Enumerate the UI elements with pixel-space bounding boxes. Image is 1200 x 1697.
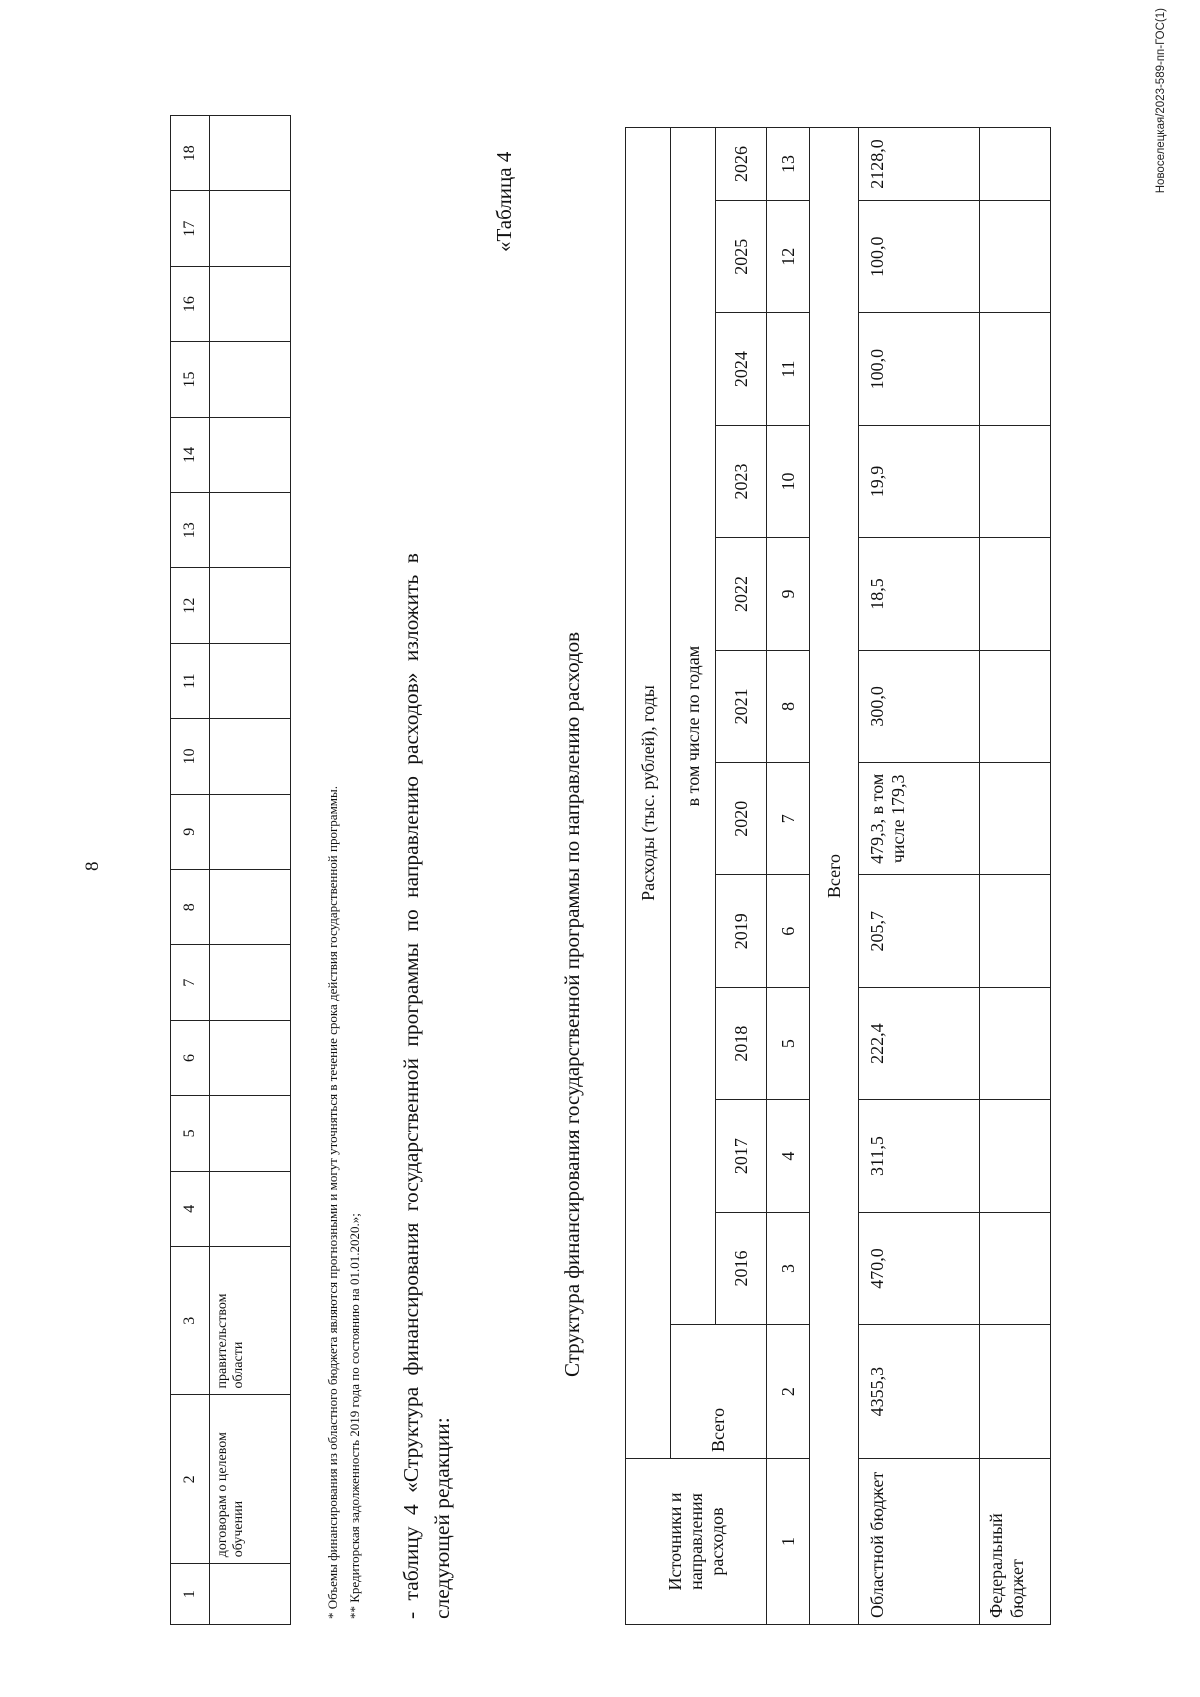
table-cell xyxy=(210,945,291,1020)
col-number: 2 xyxy=(171,1395,210,1564)
value-cell xyxy=(980,875,1051,987)
year-cell: 2026 xyxy=(716,128,767,201)
financing-structure-table xyxy=(625,127,1051,1625)
section-row xyxy=(810,128,859,1625)
value-cell xyxy=(980,763,1051,875)
col-number: 1 xyxy=(171,1564,210,1625)
col-number: 11 xyxy=(767,313,810,425)
table-cell xyxy=(210,116,291,191)
paragraph-line: следующей редакции: xyxy=(430,1417,455,1619)
footnotes xyxy=(322,786,366,1619)
year-cell: 2024 xyxy=(716,313,767,425)
value-cell: 2128,0 xyxy=(859,128,980,201)
col-number: 7 xyxy=(171,945,210,1020)
column-number-row xyxy=(767,128,810,1625)
col-number: 12 xyxy=(767,200,810,312)
header-expenses: Расходы (тыс. рублей), годы xyxy=(626,128,671,1459)
header-sources: Источники и направления расходов xyxy=(626,1459,767,1625)
value-cell: 300,0 xyxy=(859,650,980,762)
value-cell: 311,5 xyxy=(859,1100,980,1212)
col-number: 3 xyxy=(171,1246,210,1395)
col-number: 17 xyxy=(171,191,210,266)
col-number: 15 xyxy=(171,342,210,417)
col-number: 8 xyxy=(171,869,210,944)
column-number-row xyxy=(171,116,210,1625)
table-reference: «Таблица 4 xyxy=(492,151,516,252)
value-cell: 100,0 xyxy=(859,313,980,425)
table-cell: правительством области xyxy=(210,1246,291,1395)
col-number: 10 xyxy=(767,425,810,537)
table-cell xyxy=(210,493,291,568)
value-cell xyxy=(980,1325,1051,1459)
col-number: 5 xyxy=(767,987,810,1099)
col-number: 12 xyxy=(171,568,210,643)
col-number: 14 xyxy=(171,417,210,492)
row-total: 4355,3 xyxy=(859,1325,980,1459)
col-number: 3 xyxy=(767,1212,810,1324)
year-cell: 2021 xyxy=(716,650,767,762)
footnote-2: ** Кредиторская задолженность 2019 года по состоянию на 01.01.2020.»; xyxy=(347,1213,363,1619)
col-number: 13 xyxy=(767,128,810,201)
table-cell xyxy=(210,568,291,643)
year-cell: 2016 xyxy=(716,1212,767,1324)
year-cell: 2025 xyxy=(716,200,767,312)
value-cell: 222,4 xyxy=(859,987,980,1099)
table-row xyxy=(210,116,291,1625)
year-cell: 2022 xyxy=(716,538,767,650)
value-cell xyxy=(980,987,1051,1099)
table-cell xyxy=(210,869,291,944)
header-row xyxy=(626,128,671,1625)
table-cell xyxy=(210,1096,291,1171)
table-cell: договорам о целевом обучении xyxy=(210,1395,291,1564)
table-row-federal-budget xyxy=(980,128,1051,1625)
col-number: 13 xyxy=(171,493,210,568)
col-number: 1 xyxy=(767,1459,810,1625)
header-total: Всего xyxy=(671,1325,767,1459)
paragraph-line: - таблицу 4 «Структура финансирования государственной программы по направлению расходов» изложить в xyxy=(399,553,423,1619)
col-number: 8 xyxy=(767,650,810,762)
amendment-paragraph xyxy=(396,249,458,1619)
year-cell: 2017 xyxy=(716,1100,767,1212)
value-cell xyxy=(980,425,1051,537)
col-number: 5 xyxy=(171,1096,210,1171)
col-number: 6 xyxy=(171,1020,210,1095)
value-cell: 19,9 xyxy=(859,425,980,537)
page-number: 8 xyxy=(82,861,103,871)
value-cell xyxy=(980,650,1051,762)
col-number: 9 xyxy=(171,794,210,869)
table-cell xyxy=(210,1020,291,1095)
col-number: 6 xyxy=(767,875,810,987)
value-cell: 205,7 xyxy=(859,875,980,987)
year-cell: 2018 xyxy=(716,987,767,1099)
table-cell xyxy=(210,417,291,492)
table-cell xyxy=(210,1171,291,1246)
table-cell xyxy=(210,719,291,794)
value-cell: 470,0 xyxy=(859,1212,980,1324)
value-cell: 18,5 xyxy=(859,538,980,650)
value-cell: 479,3, в том числе 179,3 xyxy=(859,763,980,875)
header-row xyxy=(671,128,716,1625)
row-label: Областной бюджет xyxy=(859,1459,980,1625)
col-number: 10 xyxy=(171,719,210,794)
col-number: 4 xyxy=(171,1171,210,1246)
value-cell xyxy=(980,313,1051,425)
header-by-years: в том числе по годам xyxy=(671,128,716,1325)
table-row-regional-budget xyxy=(859,128,980,1625)
section-total-label: Всего xyxy=(810,128,859,1625)
value-cell xyxy=(980,128,1051,201)
col-number: 2 xyxy=(767,1325,810,1459)
year-cell: 2023 xyxy=(716,425,767,537)
value-cell xyxy=(980,538,1051,650)
table-cell xyxy=(210,191,291,266)
value-cell xyxy=(980,200,1051,312)
document-id: Новоселецкая/2023-589-пп-ГОС(1) xyxy=(1155,8,1167,194)
table-cell xyxy=(210,342,291,417)
col-number: 9 xyxy=(767,538,810,650)
col-number: 16 xyxy=(171,266,210,341)
year-cell: 2020 xyxy=(716,763,767,875)
col-number: 7 xyxy=(767,763,810,875)
value-cell: 100,0 xyxy=(859,200,980,312)
table-title: Структура финансирования государственной программы по направлению расходов xyxy=(560,631,584,1377)
col-number: 18 xyxy=(171,116,210,191)
table-cell xyxy=(210,643,291,718)
footnote-1: * Объемы финансирования из областного бюджета являются прогнозными и могут уточняться в течение срока действия государственной программы. xyxy=(325,785,340,1619)
table-cell xyxy=(210,794,291,869)
col-number: 11 xyxy=(171,643,210,718)
year-cell: 2019 xyxy=(716,875,767,987)
table-cell xyxy=(210,266,291,341)
col-number: 4 xyxy=(767,1100,810,1212)
value-cell xyxy=(980,1212,1051,1324)
row-label: Федеральный бюджет xyxy=(980,1459,1051,1625)
continued-table xyxy=(170,115,291,1625)
table-cell xyxy=(210,1564,291,1625)
value-cell xyxy=(980,1100,1051,1212)
